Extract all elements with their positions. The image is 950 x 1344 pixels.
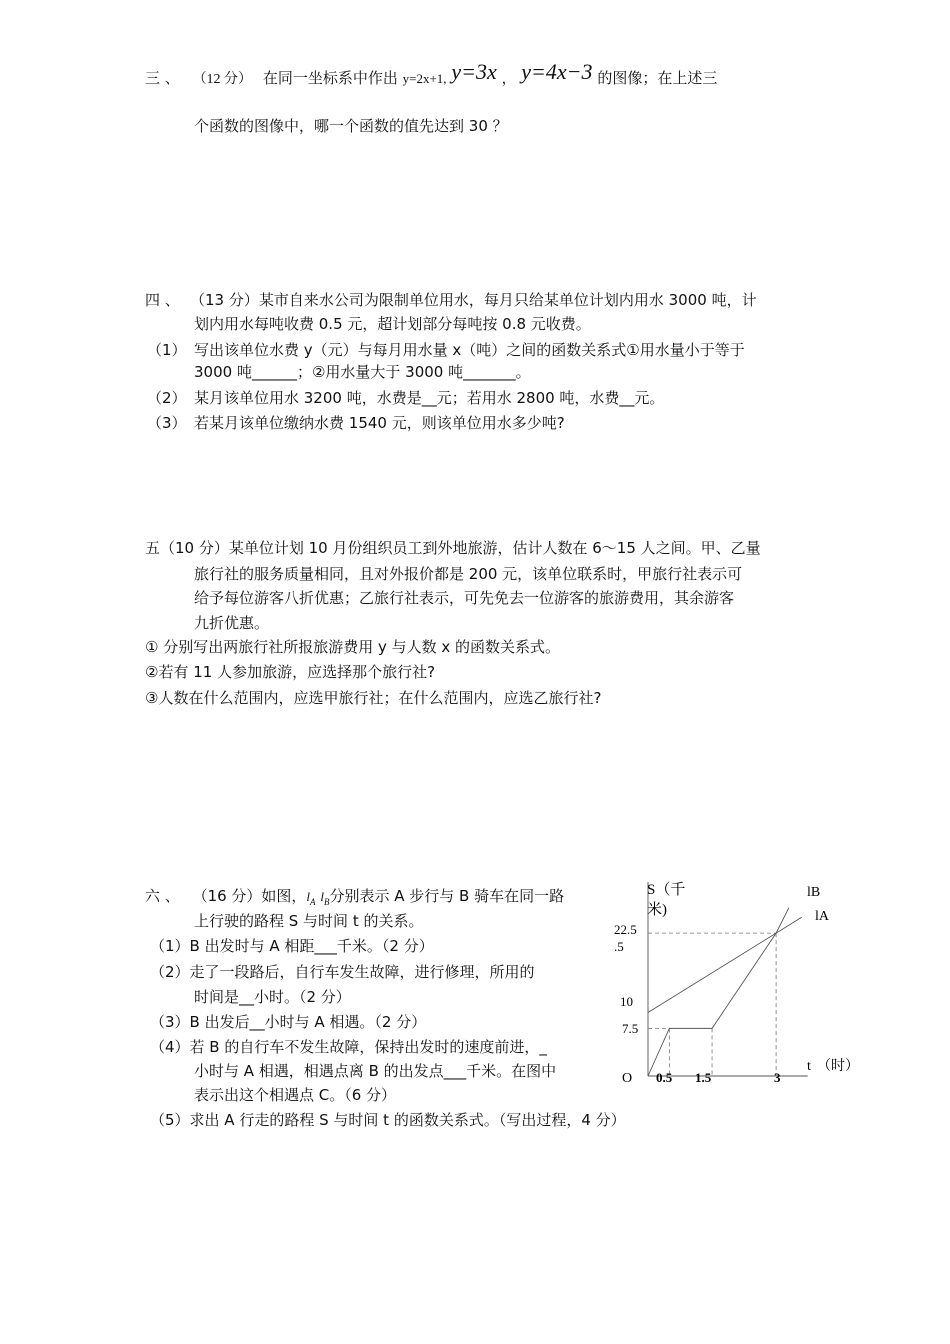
q5-s1: ① 分别写出两旅行社所报旅游费用 y 与人数 x 的函数关系式。: [145, 638, 561, 656]
y-tick-dot5: .5: [614, 939, 624, 954]
series-line-lA: [648, 917, 802, 1012]
q6-line1-a: （16 分）如图，: [192, 887, 307, 905]
series-label-lA: lA: [815, 909, 829, 924]
q3-text-a: 在同一坐标系中作出: [262, 69, 398, 87]
y-tick-22-5: 22.5: [614, 922, 637, 937]
q5-line2: 旅行社的服务质量相同，且对外报价都是 200 元，该单位联系时，甲旅行社表示可: [194, 565, 743, 583]
q6-p4-b: 小时与 A 相遇，相遇点离 B 的出发点___千米。在图中: [194, 1062, 557, 1080]
q6-la: l: [306, 889, 311, 904]
x-tick-1-5: 1.5: [695, 1070, 712, 1085]
q3-line1: [145, 59, 718, 90]
q4-line2: 划内用水每吨收费 0.5 元，超计划部分每吨按 0.8 元收费。: [194, 315, 591, 333]
q4-p3-num: （3）: [147, 414, 187, 432]
origin-label: O: [622, 1071, 633, 1086]
x-tick-3: 3: [774, 1070, 781, 1085]
y-tick-7-5: 7.5: [622, 1021, 639, 1036]
q6-p4-c: 表示出这个相遇点 C。（6 分）: [194, 1086, 397, 1104]
q4-p2-num: （2）: [147, 389, 187, 407]
q5-line4: 九折优惠。: [194, 614, 270, 632]
y-tick-10: 10: [620, 994, 633, 1009]
q5-line1: 五（10 分）某单位计划 10 月份组织员工到外地旅游，估计人数在 6～15 人之间。甲、乙量: [145, 539, 761, 557]
y-axis-label-2: 米): [647, 902, 667, 918]
q3-text-b: 的图像；在上述三: [597, 69, 718, 87]
q4-p1-a: 写出该单位水费 y（元）与每月用水量 x（吨）之间的函数关系式①用水量小于等于: [194, 341, 745, 359]
q4-p3: 若某月该单位缴纳水费 1540 元，则该单位用水多少吨?: [194, 414, 565, 432]
q6-p4-a: （4）若 B 的自行车不发生故障，保持出发时的速度前进，_: [150, 1038, 547, 1056]
q5-s3: ③人数在什么范围内，应选甲旅行社；在什么范围内，应选乙旅行社?: [145, 689, 602, 707]
q3-points: （12 分）: [192, 72, 253, 87]
q5-s2: ②若有 11 人参加旅游，应选择那个旅行社?: [145, 663, 436, 681]
q4-label: 四 、: [145, 291, 180, 309]
x-axis-label-unit: （时）: [817, 1059, 859, 1074]
q3-f1: y=2x+1,: [402, 71, 447, 86]
q6-line2: 上行驶的路程 S 与时间 t 的关系。: [194, 912, 424, 930]
x-axis-label-t: t: [807, 1059, 811, 1074]
y-axis-label-1: S（千: [647, 882, 686, 898]
q6-p2-b: 时间是__小时。（2 分）: [194, 988, 351, 1006]
x-tick-0-5: 0.5: [656, 1070, 673, 1085]
q6-line1-b: 分别表示 A 步行与 B 骑车在同一路: [329, 887, 565, 905]
q6-line1: [145, 886, 564, 912]
q6-la-sub: A: [310, 897, 316, 907]
distance-time-chart: [600, 870, 870, 1095]
q4-p1-num: （1）: [147, 341, 187, 359]
q3-line2: 个函数的图像中，哪一个函数的值先达到 30 ？: [194, 117, 508, 135]
q6-p1: （1）B 出发时与 A 相距___千米。（2 分）: [150, 937, 434, 955]
q3-f2: y=3x: [451, 59, 497, 84]
q3-label: 三 、: [145, 69, 180, 87]
q4-line1: （13 分）某市自来水公司为限制单位用水，每月只给某单位计划内用水 3000 吨，计: [190, 291, 757, 309]
q3-sep: ，: [501, 69, 517, 87]
q6-lb-sub: B: [323, 897, 330, 907]
series-label-lB: lB: [807, 885, 821, 900]
q4-p1-b: 3000 吨______；②用水量大于 3000 吨_______。: [194, 363, 531, 381]
q6-label: 六 、: [145, 887, 180, 905]
q6-p5: （5）求出 A 行走的路程 S 与时间 t 的函数关系式。（写出过程，4 分）: [150, 1111, 626, 1129]
q6-p2-a: （2）走了一段路后，自行车发生故障，进行修理，所用的: [150, 963, 535, 981]
q6-lb: l: [320, 889, 324, 904]
q5-line3: 给予每位游客八折优惠；乙旅行社表示，可先免去一位游客的旅游费用，其余游客: [194, 589, 735, 607]
q6-p3: （3）B 出发后__小时与 A 相遇。（2 分）: [150, 1013, 427, 1031]
q3-f3: y=4x−3: [521, 59, 593, 84]
q4-p2: 某月该单位用水 3200 吨，水费是__元；若用水 2800 吨，水费__元。: [194, 389, 665, 407]
